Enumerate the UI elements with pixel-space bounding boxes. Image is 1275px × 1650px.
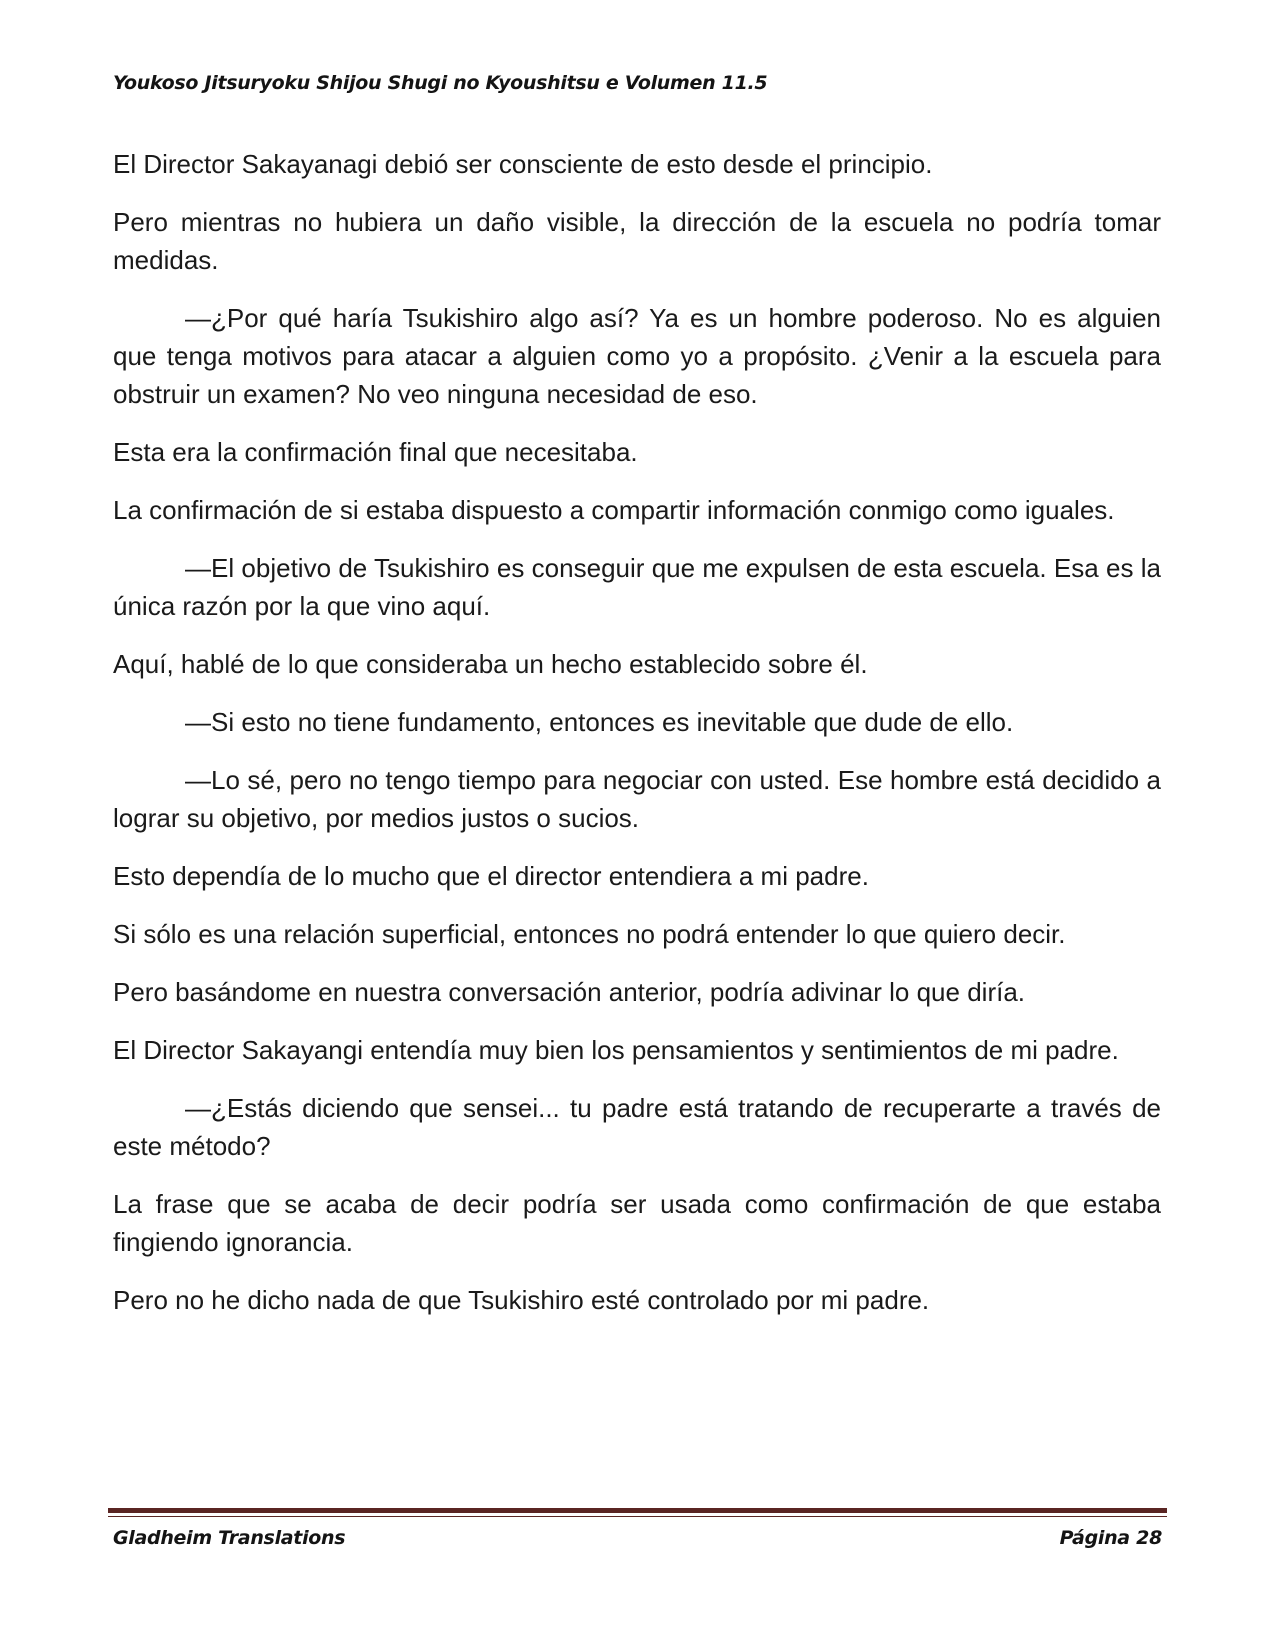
paragraph: El Director Sakayanagi debió ser consciente de esto desde el principio. [113, 149, 933, 179]
footer-rule-thin [108, 1516, 1167, 1517]
paragraph: Si sólo es una relación superficial, entonces no podrá entender lo que quiero decir. [113, 919, 1066, 949]
footer-rule [108, 1508, 1167, 1513]
dialog-paragraph: —Si esto no tiene fundamento, entonces es inevitable que dude de ello. [185, 707, 1014, 737]
paragraph: Aquí, hablé de lo que consideraba un hecho establecido sobre él. [113, 649, 868, 679]
paragraph: La frase que se acaba de decir podría ser usada como confirmación de que estaba fingiendo ignorancia. [113, 1189, 1161, 1257]
paragraph: Pero no he dicho nada de que Tsukishiro esté controlado por mi padre. [113, 1285, 930, 1315]
body-text [113, 145, 1161, 1339]
paragraph: Pero mientras no hubiera un daño visible, la dirección de la escuela no podría tomar medidas. [113, 207, 1161, 275]
dialog-paragraph: —¿Por qué haría Tsukishiro algo así? Ya es un hombre poderoso. No es alguien que tenga motivos para atacar a alguien como yo a propósito. ¿Venir a la escuela para obstruir un examen? No veo ninguna necesidad de eso. [113, 303, 1161, 409]
dialog-paragraph: —¿Estás diciendo que sensei... tu padre está tratando de recuperarte a través de este método? [113, 1093, 1161, 1161]
dialog-paragraph: —Lo sé, pero no tengo tiempo para negociar con usted. Ese hombre está decidido a lograr su objetivo, por medios justos o sucios. [113, 765, 1161, 833]
paragraph: Esta era la confirmación final que necesitaba. [113, 437, 638, 467]
paragraph: Pero basándome en nuestra conversación anterior, podría adivinar lo que diría. [113, 977, 1026, 1007]
footer-credit: Gladheim Translations [113, 1527, 346, 1549]
running-header: Youkoso Jitsuryoku Shijou Shugi no Kyoushitsu e Volumen 11.5 [113, 72, 768, 94]
page-number: Página 28 [1059, 1527, 1162, 1549]
paragraph: Esto dependía de lo mucho que el director entendiera a mi padre. [113, 861, 869, 891]
paragraph: El Director Sakayangi entendía muy bien los pensamientos y sentimientos de mi padre. [113, 1035, 1119, 1065]
dialog-paragraph: —El objetivo de Tsukishiro es conseguir que me expulsen de esta escuela. Esa es la única razón por la que vino aquí. [113, 553, 1161, 621]
paragraph: La confirmación de si estaba dispuesto a compartir información conmigo como iguales. [113, 495, 1115, 525]
